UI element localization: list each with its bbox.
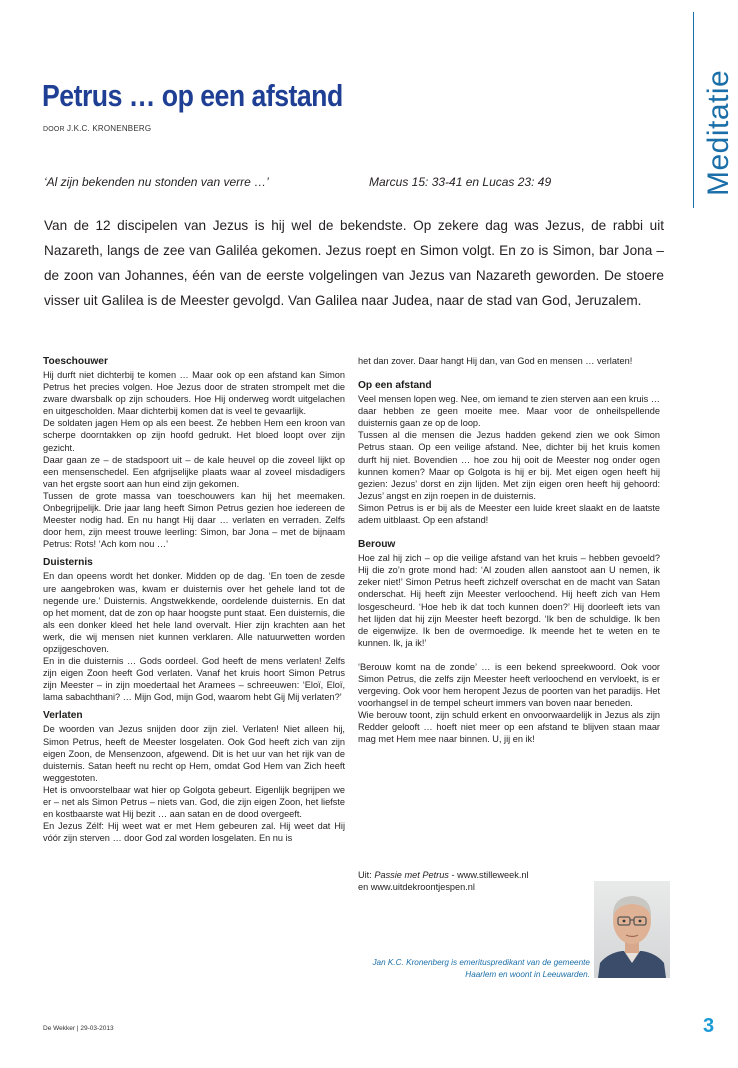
paragraph: Hij durft niet dichterbij te komen … Maar ook op een afstand kan Simon Petrus het precies volgen. Hoe Jezus door de straten strompelt met die zware dwarsbalk op zijn schouders. Hoe Hij onderweg wordt uitgelachen en uitgescholden. Maar dichterbij komen dat is veel te gevaarlijk. [43, 370, 345, 417]
left-column [43, 355, 345, 844]
paragraph: De woorden van Jezus snijden door zijn ziel. Verlaten! Niet alleen hij, Simon Petrus, heeft de Meester losgelaten. Ook God heeft zich van zijn eigen Zoon, de Mensenzoon, afgewend. Dit is het uur van het rijk van de duisternis. Satan heeft nu recht op Hem, omdat God Hem van Zich heeft weggestoten. [43, 724, 345, 783]
byline [43, 124, 151, 133]
paragraph: Veel mensen lopen weg. Nee, om iemand te zien sterven aan een kruis … daar hebben ze geen moeite mee. Maar voor de onheilspellende duisternis gaan ze op de loop. [358, 394, 660, 429]
section-label: Meditatie [702, 69, 735, 196]
page-number: 3 [703, 1015, 715, 1037]
paragraph: Simon Petrus is er bij als de Meester een luide kreet slaakt en de laatste adem uitblaast. Op een afstand! [358, 502, 660, 526]
paragraph: Hoe zal hij zich – op die veilige afstand van het kruis – hebben gevoeld? Hij die zo’n grote mond had: ‘Al zouden allen aanstoot aan U nemen, ik zeker niet!’ Simon Petrus heeft zichzelf overschat en de macht van Satan onderschat. Hij heeft zijn Meester verloochend. Hij heeft zich van Hem losgescheurd. ‘Hoe heb ik dat toch kunnen doen?’ Hij doorleeft iets van het lijden dat hij zijn Meester heeft bezorgd. ‘Ik ben de schuldige. Ik ben de eigenwijze. Ik ben de overmoedige. Ik meende het te weten en te kunnen. Ik, ja ik!’ [358, 553, 660, 648]
source-book: Passie met Petrus [374, 870, 449, 880]
photo-caption: Jan K.C. Kronenberg is emerituspredikant van de gemeente Haarlem en woont in Leeuwarden. [372, 958, 590, 979]
paragraph: Tussen de grote massa van toeschouwers kan hij het meemaken. Onbegrijpelijk. Drie jaar lang heeft Simon Petrus gezien hoe iedereen de Meester nodig had. En nu hangt Hij daar … verlaten en verraden. Zelfs door hem, zijn meest trouwe leerling: Simon, bar Jona – met de bijnaam Petrus: Rots! ‘Ach kom nou …’ [43, 490, 345, 550]
section-divider-line [693, 12, 694, 208]
paragraph: De soldaten jagen Hem op als een beest. Ze hebben Hem een kroon van scherpe doorntakken op zijn hoofd gedrukt. Het bloed loopt over zijn gezicht. [43, 418, 345, 453]
footer-publication: De Wekker | 29-03-2013 [43, 1025, 114, 1032]
bible-quote: ‘Al zijn bekenden nu stonden van verre …’ [44, 175, 269, 189]
intro-paragraph [44, 213, 664, 313]
heading-op-een-afstand: Op een afstand [358, 380, 432, 392]
source-prefix: Uit: [358, 870, 375, 880]
source-url-1: - www.stilleweek.nl [448, 870, 529, 880]
heading-duisternis: Duisternis [43, 557, 93, 569]
intro-text: Van de 12 discipelen van Jezus is hij wel de bekendste. Op zekere dag was Jezus, de rabbi uit Nazareth, langs de zee van Galiléa gekomen. Jezus roept en Simon volgt. En zo is Simon, bar Jona – de zoon van Johannes, één van de eerste volgelingen van Jezus van Nazareth geworden. De stoere visser uit Galilea is de Meester gevolgd. Van Galilea naar Judea, naar de stad van God, Jeruzalem. [44, 218, 664, 308]
source-url-2: en www.uitdekroontjespen.nl [358, 882, 475, 893]
paragraph: Wie berouw toont, zijn schuld erkent en onvoorwaardelijk in Jezus als zijn Redder gelooft … hoeft niet meer op een afstand te blijven staan maar mag met Hem mee naar binnen. U, jij en ik! [358, 710, 660, 745]
heading-berouw: Berouw [358, 539, 396, 551]
article-title: Petrus … op een afstand [42, 78, 343, 113]
paragraph: Daar gaan ze – de stadspoort uit – de kale heuvel op die zoveel lijkt op een mensenschedel. Een afgrijselijke plaats waar al zoveel misdadigers van het ergste soort aan hun eind zijn gekomen. [43, 454, 345, 489]
bible-reference: Marcus 15: 33-41 en Lucas 23: 49 [369, 175, 552, 189]
paragraph: het dan zover. Daar hangt Hij dan, van God en mensen … verlaten! [358, 356, 633, 366]
paragraph: En Jezus Zélf: Hij weet wat er met Hem gebeuren zal. Hij weet dat Hij vóór zijn sterven … door God zal worden losgelaten. En nu is [43, 821, 345, 844]
paragraph: En in die duisternis … Gods oordeel. God heeft de mens verlaten! Zelfs zijn eigen Zoon heeft God verlaten. Vanaf het kruis hoort Simon Petrus zijn Meester – in zijn moedertaal het Aramees – schreeuwen: ‘Eloï, Eloï, lama sabachthani? … Mijn God, mijn God, waarom hebt Gij Mij verlaten?’ [43, 656, 345, 703]
heading-verlaten: Verlaten [43, 710, 83, 722]
paragraph: Tussen al die mensen die Jezus hadden gekend zien we ook Simon Petrus staan. Op een veilige afstand. Nee, dichter bij het kruis komen durft hij niet. Bovendien … hoe zou hij ooit de Meester nog onder ogen kunnen komen? Maar op Golgota is hij er bij. Met eigen ogen heeft hij gezien: Jezus’ dorst en zijn lijden. Met zijn eigen oren heeft hij gehoord: Jezus’ angst en zijn roepen in de duisternis. [358, 430, 660, 501]
paragraph: En dan opeens wordt het donker. Midden op de dag. ‘En toen de zesde ure aangebroken was, kwam er duisternis over het gehele land tot de negende ure.’ Duisternis. Angstwekkende, oordelende duisternis. En dat op het moment, dat de zon op haar hoogste punt staat. Een duisternis, die als een donker kleed het hele land overvalt. Hier zijn krachten aan het werk, die wij mensen niet kunnen verklaren. Alle natuurwetten worden opzijgeschoven. [43, 571, 345, 654]
byline-author: J.K.C. KRONENBERG [66, 124, 152, 133]
paragraph: ‘Berouw komt na de zonde’ … is een bekend spreekwoord. Ook voor Simon Petrus, die zelfs zijn Meester heeft verloochend en vervloekt, is er vergeving. Ook voor hem heropent Jezus de poorten van het paradijs. Het voorhangsel in de tempel scheurt immers van boven naar beneden. [358, 661, 660, 709]
source-note [358, 869, 529, 893]
heading-toeschouwer: Toeschouwer [43, 356, 108, 367]
right-column [358, 355, 660, 746]
paragraph: Het is onvoorstelbaar wat hier op Golgota gebeurt. Eigenlijk begrijpen we er – net als Simon Petrus – niets van. God, die zijn eigen Zoon, het liefste en kostbaarste wat Hij bezit … aan satan en de dood overgeeft. [43, 784, 345, 820]
author-portrait-image [594, 881, 670, 978]
author-photo [594, 881, 670, 978]
byline-prefix: DOOR [43, 126, 65, 133]
